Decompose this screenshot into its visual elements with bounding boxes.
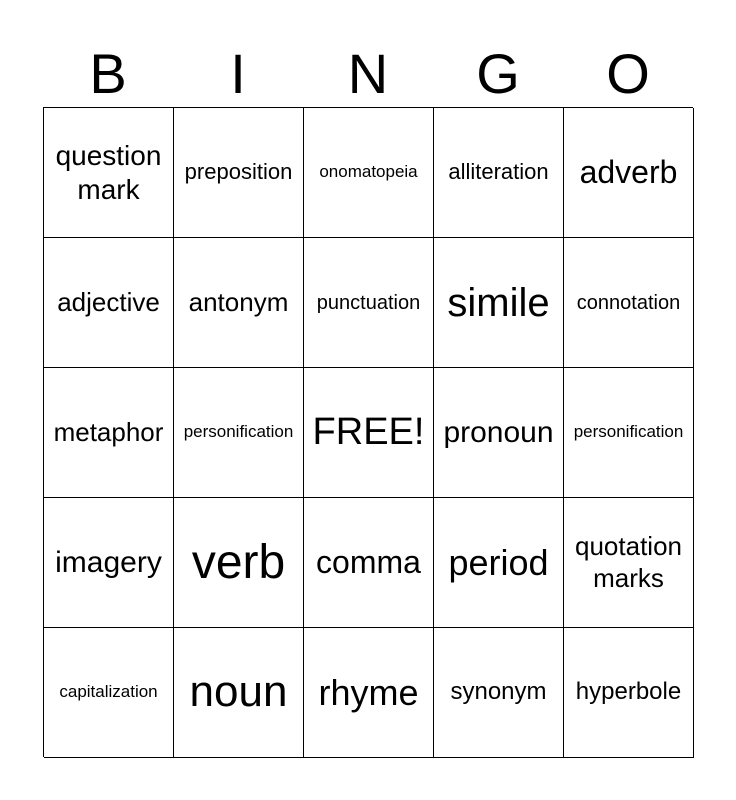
bingo-cell[interactable] [564,108,694,238]
cell-word: hyperbole [575,678,682,706]
cell-word: FREE! [312,410,425,453]
cell-word: personification [573,422,684,442]
bingo-cell[interactable] [564,628,694,758]
cell-word: personification [183,422,294,442]
bingo-cell[interactable] [174,498,304,628]
cell-word: noun [189,667,288,717]
bingo-cell[interactable] [304,108,434,238]
bingo-cell[interactable] [304,628,434,758]
bingo-cell[interactable] [434,238,564,368]
cell-word: alliteration [448,159,549,185]
cell-word: rhyme [318,671,419,713]
cell-word: question mark [55,139,162,205]
cell-word: capitalization [59,682,158,702]
bingo-cell[interactable] [304,238,434,368]
header-letter-b: B [89,42,127,105]
cell-word: imagery [55,545,162,579]
header-letter-i: I [230,42,246,105]
cell-word: adverb [579,154,678,191]
bingo-cell[interactable] [174,238,304,368]
cell-word: punctuation [316,291,421,314]
cell-word: metaphor [53,416,164,447]
bingo-cell[interactable] [434,628,564,758]
header-letter-o: O [606,42,650,105]
bingo-cell[interactable] [44,498,174,628]
cell-word: connotation [576,291,681,314]
bingo-cell[interactable] [564,368,694,498]
bingo-cell[interactable] [564,498,694,628]
bingo-cell[interactable] [434,108,564,238]
cell-word: comma [316,544,421,581]
bingo-cell[interactable] [174,368,304,498]
bingo-cell[interactable] [304,498,434,628]
cell-word: preposition [184,159,293,185]
bingo-header [43,40,693,108]
bingo-cell[interactable] [434,368,564,498]
bingo-cell[interactable] [44,238,174,368]
bingo-board [43,107,693,757]
cell-word: verb [191,535,286,589]
bingo-cell[interactable] [44,368,174,498]
bingo-cell[interactable] [174,628,304,758]
bingo-cell[interactable] [434,498,564,628]
cell-word: antonym [188,286,289,317]
bingo-cell[interactable] [44,108,174,238]
cell-word: quotation marks [575,531,682,593]
bingo-cell[interactable] [44,628,174,758]
free-space-cell[interactable] [304,368,434,498]
cell-word: simile [447,280,550,325]
cell-word: period [448,541,549,583]
cell-word: onomatopeia [319,162,418,182]
bingo-cell[interactable] [174,108,304,238]
bingo-cell[interactable] [564,238,694,368]
header-letter-n: N [347,42,389,105]
cell-word: pronoun [443,415,554,449]
cell-word: adjective [57,286,160,317]
cell-word: synonym [450,678,547,706]
header-letter-g: G [476,42,520,105]
